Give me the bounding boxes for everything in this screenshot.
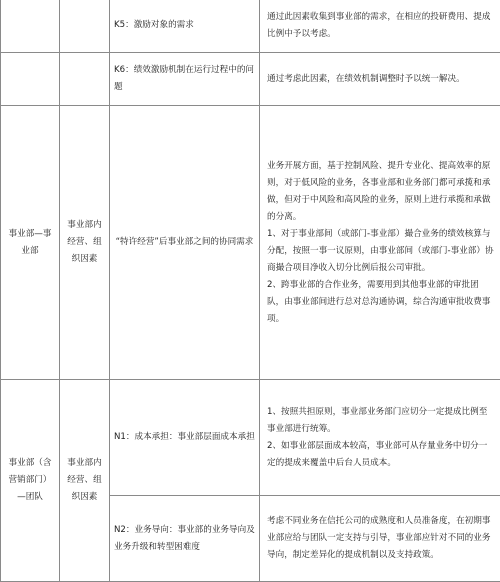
paragraph: 2、跨事业部的合作业务，需要用到其他事业部的审批团队，由事业部间进行总对总沟通协调，综合沟通审批收费事项。 bbox=[267, 277, 494, 328]
table-row-k5 bbox=[1, 0, 500, 53]
paragraph: 1、按照共担原则，事业部业务部门应切分一定提成比例至事业部进行统筹。 bbox=[267, 404, 494, 438]
paragraph: 业务开展方面，基于控制风险、提升专业化、提高效率的原则，对于低风险的业务，各事业部和业务部门都可承揽和承做，但对于中风险和高风险的业务，原则上进行承揽和承做的分离。 bbox=[267, 158, 494, 226]
factor-label-n2: N2：业务导向：事业部的业务导向及业务升级和转型困难度 bbox=[110, 496, 260, 582]
factor-label-franchise: “特许经营”后事业部之间的协同需求 bbox=[110, 106, 260, 380]
relation-cell-division-team: 事业部（含营销部门）—团队 bbox=[1, 380, 60, 582]
empty-cell bbox=[60, 0, 110, 53]
factor-content-franchise bbox=[260, 106, 500, 380]
empty-cell bbox=[1, 53, 60, 106]
factor-content-k5: 通过此因素收集到事业部的需求，在相应的投研费用、提成比例中予以考虑。 bbox=[260, 0, 500, 53]
factor-content-k6: 通过考虑此因素，在绩效机制调整时予以统一解决。 bbox=[260, 53, 500, 106]
factor-label-n1: N1：成本承担：事业部层面成本承担 bbox=[110, 380, 260, 496]
factor-label-k6: K6：绩效激励机制在运行过程中的问题 bbox=[110, 53, 260, 106]
factor-content-n2: 考虑不同业务在信托公司的成熟度和人员准备度，在初期事业部应给与团队一定支持与引导，事业部应针对不同的业务导向，制定差异化的提成机制以及支持政策。 bbox=[260, 496, 500, 582]
factor-content-n1 bbox=[260, 380, 500, 496]
table-row-franchise bbox=[1, 106, 500, 380]
relation-cell-division-division: 事业部—事业部 bbox=[1, 106, 60, 380]
factor-label-k5: K5：激励对象的需求 bbox=[110, 0, 260, 53]
paragraph: 2、如事业部层面成本较高，事业部可从存量业务中切分一定的提成来覆盖中后台人员成本。 bbox=[267, 438, 494, 472]
paragraph: 1、对于事业部间（或部门-事业部）撮合业务的绩效核算与分配，按照一事一议原则，由事业部间（或部门-事业部）协商撮合项目净收入切分比例后报公司审批。 bbox=[267, 226, 494, 277]
table-row-n1 bbox=[1, 380, 500, 496]
empty-cell bbox=[1, 0, 60, 53]
factor-category-cell: 事业部内经营、组织因素 bbox=[60, 380, 110, 582]
table-row-k6 bbox=[1, 53, 500, 106]
factor-category-cell: 事业部内经营、组织因素 bbox=[60, 106, 110, 380]
empty-cell bbox=[60, 53, 110, 106]
